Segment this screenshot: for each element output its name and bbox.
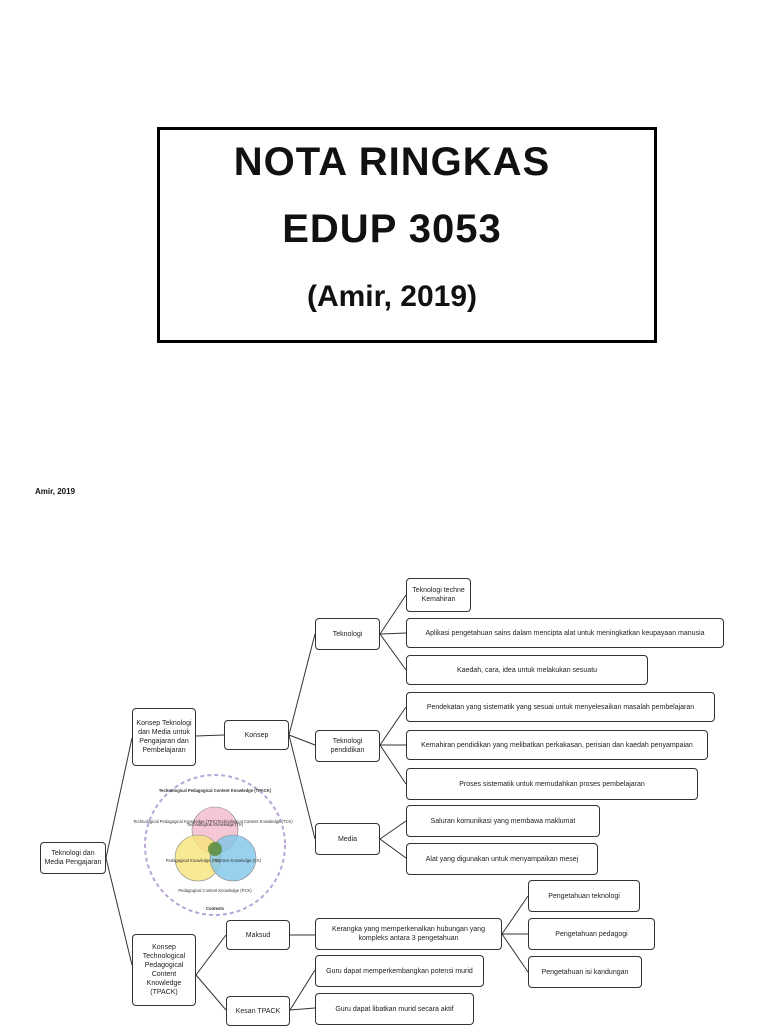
kesan-item-2: Guru dapat libatkan murid secara aktif: [315, 993, 474, 1025]
branch-konsep-tpack: Konsep Technological Pedagogical Content Knowledge (TPACK): [132, 934, 196, 1006]
kesan-item-1: Guru dapat memperkembangkan potensi murid: [315, 955, 484, 987]
node-teknologi: Teknologi: [315, 618, 380, 650]
teknologi-item-3: Kaedah, cara, idea untuk melakukan sesuatu: [406, 655, 648, 685]
tck-label: Technological Content Knowledge (TCK): [217, 819, 293, 824]
tekpen-item-3: Proses sistematik untuk memudahkan proses pembelajaran: [406, 768, 698, 800]
node-konsep: Konsep: [224, 720, 289, 750]
tekpen-item-2: Kemahiran pendidikan yang melibatkan perkakasan, perisian dan kaedah penyampaian: [406, 730, 708, 760]
pengetahuan-isi-kandungan: Pengetahuan isi kandungan: [528, 956, 642, 988]
pck-label: Pedagogical Content Knowledge (PCK): [178, 888, 252, 893]
media-item-1: Saluran komunikasi yang membawa maklumat: [406, 805, 600, 837]
pk-label: Pedagogical Knowledge (PK): [165, 858, 221, 863]
tk-label: Technological Knowledge (TK): [186, 822, 244, 827]
teknologi-item-1: Teknologi techne Kemahiran: [406, 578, 471, 612]
mindmap-root: Teknologi dan Media Pengajaran: [40, 842, 106, 874]
tpk-label: Technological Pedagogical Knowledge (TPK): [133, 819, 217, 824]
title-line-3: (Amir, 2019): [306, 280, 478, 313]
teknologi-item-2: Aplikasi pengetahuan sains dalam mencipta alat untuk meningkatkan keupayaan manusia: [406, 618, 724, 648]
node-maksud: Maksud: [226, 920, 290, 950]
author-note: Amir, 2019: [35, 487, 76, 496]
tpack-center: [208, 842, 222, 856]
title-line-2: EDUP 3053: [282, 207, 502, 251]
tpack-label: Technological Pedagogical Content Knowledge (TPACK): [158, 788, 272, 793]
media-item-2: Alat yang digunakan untuk menyampaikan mesej: [406, 843, 598, 875]
title-line-1: NOTA RINGKAS: [233, 140, 551, 184]
pengetahuan-teknologi: Pengetahuan teknologi: [528, 880, 640, 912]
pengetahuan-pedagogi: Pengetahuan pedagogi: [528, 918, 655, 950]
maksud-description: Kerangka yang memperkenalkan hubungan yang kompleks antara 3 pengetahuan: [315, 918, 502, 950]
node-media: Media: [315, 823, 380, 855]
tekpen-item-1: Pendekatan yang sistematik yang sesuai untuk menyelesaikan masalah pembelajaran: [406, 692, 715, 722]
contexts-label: Contexts: [206, 906, 224, 911]
node-teknologi-pendidikan: Teknologi pendidikan: [315, 730, 380, 762]
ck-label: Content Knowledge (CK): [214, 858, 262, 863]
branch-konsep-teknologi-media: Konsep Teknologi dan Media untuk Pengajaran dan Pembelajaran: [132, 708, 196, 766]
node-kesan-tpack: Kesan TPACK: [226, 996, 290, 1026]
